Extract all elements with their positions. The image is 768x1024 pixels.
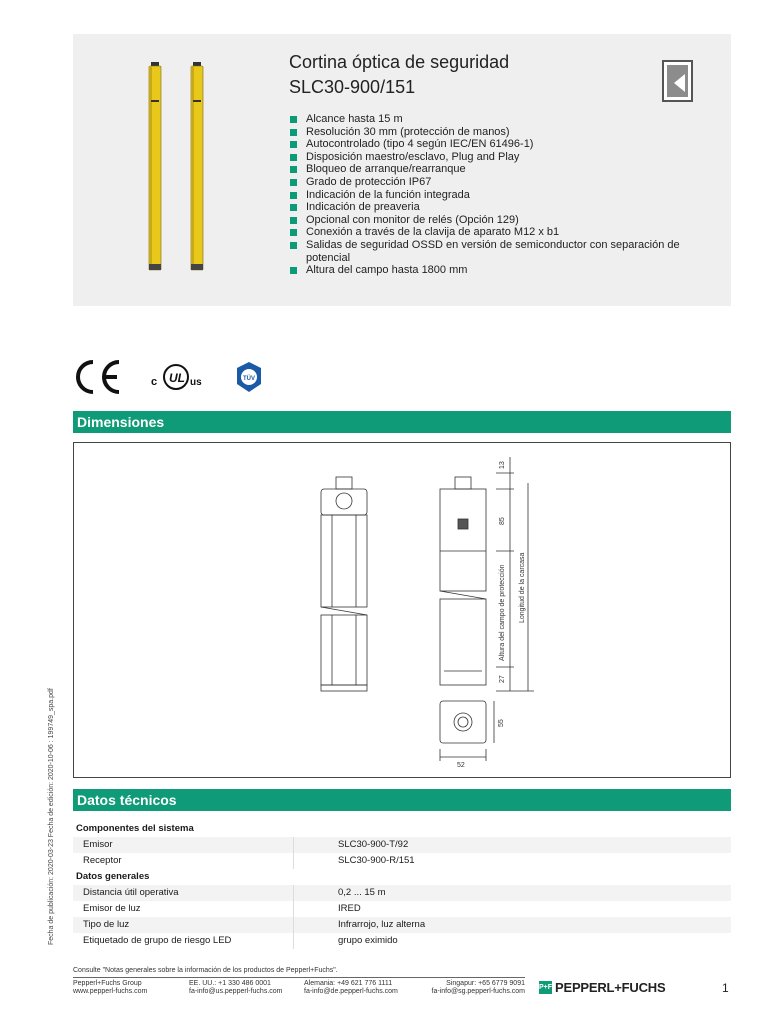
feature-text: Resolución 30 mm (protección de manos): [306, 125, 510, 138]
feature-text: Conexión a través de la clavija de aparato M12 x b1: [306, 226, 560, 239]
publication-date: Fecha de publicación: 2020-03-23 Fecha de edición: 2020-10-06 : 199749_spa.pdf: [48, 688, 55, 945]
bullet-square-icon: [290, 192, 297, 199]
protective-field-label: Altura del campo de protección: [499, 564, 506, 661]
table-row: [73, 837, 731, 853]
svg-text:UL: UL: [169, 371, 185, 385]
bullet-square-icon: [290, 179, 297, 186]
dim-55-label: 55: [498, 719, 505, 727]
footer-sg-email-link[interactable]: fa-info@sg.pepperl-fuchs.com: [431, 988, 525, 995]
back-button[interactable]: [662, 60, 693, 102]
table-cell-value: SLC30-900-T/92: [338, 839, 409, 850]
feature-text: Grado de protección IP67: [306, 175, 432, 188]
section-technical-data: Datos técnicos: [73, 789, 731, 811]
feature-item: [289, 138, 709, 151]
footer-us-phone: EE. UU.: +1 330 486 0001: [189, 980, 271, 987]
feature-text: Indicación de la función integrada: [306, 188, 470, 201]
table-row: [73, 885, 731, 901]
bullet-square-icon: [290, 129, 297, 136]
footer-group: [73, 980, 147, 996]
dim-52-label: 52: [457, 762, 465, 769]
svg-text:TÜV: TÜV: [243, 376, 255, 382]
feature-item: [289, 126, 709, 139]
footer-sg: [424, 980, 525, 996]
table-cell-value: 0,2 ... 15 m: [338, 887, 386, 898]
bullet-square-icon: [290, 141, 297, 148]
feature-item: [289, 214, 709, 227]
svg-text:us: us: [190, 377, 202, 388]
feature-text: Alcance hasta 15 m: [306, 113, 403, 125]
feature-item: [289, 189, 709, 202]
table-group-header: Datos generales: [73, 869, 731, 885]
column-divider: [293, 837, 294, 853]
feature-item: [289, 201, 709, 214]
footer-sg-phone: Singapur: +65 6779 9091: [446, 980, 525, 987]
column-divider: [293, 901, 294, 917]
table-group-header: Componentes del sistema: [73, 821, 731, 837]
table-row: [73, 917, 731, 933]
feature-text: Autocontrolado (tipo 4 según IEC/EN 61496-1): [306, 138, 534, 151]
bullet-square-icon: [290, 267, 297, 274]
table-cell-label: Receptor: [83, 855, 122, 866]
product-title-line1: Cortina óptica de seguridad: [289, 52, 510, 72]
table-cell-value: Infrarrojo, luz alterna: [338, 919, 426, 930]
feature-text: Altura del campo hasta 1800 mm: [306, 264, 468, 277]
table-cell-label: Etiquetado de grupo de riesgo LED: [83, 935, 232, 946]
feature-item: [289, 264, 709, 277]
bullet-square-icon: [290, 242, 297, 249]
housing-length-label: Longitud de la carcasa: [519, 552, 526, 623]
svg-text:c: c: [151, 376, 158, 388]
feature-item: [289, 163, 709, 176]
dim-27-label: 27: [499, 675, 506, 683]
column-divider: [293, 933, 294, 949]
feature-text: Bloqueo de arranque/rearranque: [306, 163, 466, 176]
table-cell-value: IRED: [338, 903, 361, 914]
footer-divider: [73, 977, 525, 978]
feature-item: [289, 113, 709, 126]
footer-us: [189, 980, 282, 996]
ul-mark-icon: [151, 365, 202, 389]
feature-item: [289, 176, 709, 189]
feature-item: [289, 151, 709, 164]
tuv-mark-icon: [237, 362, 261, 392]
feature-item: [289, 226, 709, 239]
table-cell-label: Tipo de luz: [83, 919, 130, 930]
table-cell-label: Emisor: [83, 839, 113, 850]
column-divider: [293, 917, 294, 933]
certification-marks: [73, 356, 273, 398]
feature-text: Opcional con monitor de relés (Opción 129): [306, 213, 519, 226]
footer-de-phone: Alemania: +49 621 776 1111: [304, 980, 393, 987]
dim-85-label: 85: [499, 517, 506, 525]
front-view: [321, 477, 367, 691]
product-header-panel: [73, 34, 731, 306]
product-model: SLC30-900/151: [289, 77, 416, 97]
table-row: [73, 933, 731, 949]
footer-website-link[interactable]: www.pepperl-fuchs.com: [73, 988, 148, 995]
feature-item: [289, 239, 709, 264]
feature-text: Salidas de seguridad OSSD en versión de semiconductor con separación de potencial: [306, 238, 680, 264]
column-divider: [293, 853, 294, 869]
product-image: [133, 60, 223, 272]
brand-name: PEPPERL+FUCHS: [555, 980, 666, 995]
ce-mark-icon: [78, 362, 119, 392]
bullet-square-icon: [290, 204, 297, 211]
bullet-square-icon: [290, 217, 297, 224]
table-cell-value: grupo eximido: [338, 935, 398, 946]
footer-us-email-link[interactable]: fa-info@us.pepperl-fuchs.com: [189, 988, 283, 995]
footer-de-email-link[interactable]: fa-info@de.pepperl-fuchs.com: [304, 988, 398, 995]
column-divider: [293, 885, 294, 901]
section-dimensions: Dimensiones: [73, 411, 731, 433]
technical-data-table: [73, 821, 731, 949]
back-arrow-icon: [667, 65, 688, 97]
table-row: [73, 901, 731, 917]
feature-list: [289, 113, 709, 277]
dimension-drawing: [73, 442, 731, 778]
product-title: [289, 50, 509, 100]
table-cell-label: Emisor de luz: [83, 903, 141, 914]
feature-text: Disposición maestro/esclavo, Plug and Play: [306, 150, 520, 163]
bullet-square-icon: [290, 116, 297, 123]
table-cell-value: SLC30-900-R/151: [338, 855, 415, 866]
brand-mark-icon: P+F: [539, 981, 552, 994]
page-number: 1: [722, 981, 729, 995]
bullet-square-icon: [290, 166, 297, 173]
feature-text: Indicación de preaveria: [306, 201, 420, 214]
table-cell-label: Distancia útil operativa: [83, 887, 179, 898]
dim-13-label: 13: [499, 461, 506, 469]
bullet-square-icon: [290, 154, 297, 161]
footer-company: Pepperl+Fuchs Group: [73, 980, 142, 987]
bottom-view: [440, 701, 494, 761]
footer-de: [304, 980, 398, 996]
footer-note: Consulte "Notas generales sobre la información de los productos de Pepperl+Fuchs".: [73, 967, 338, 974]
table-row: [73, 853, 731, 869]
bullet-square-icon: [290, 229, 297, 236]
